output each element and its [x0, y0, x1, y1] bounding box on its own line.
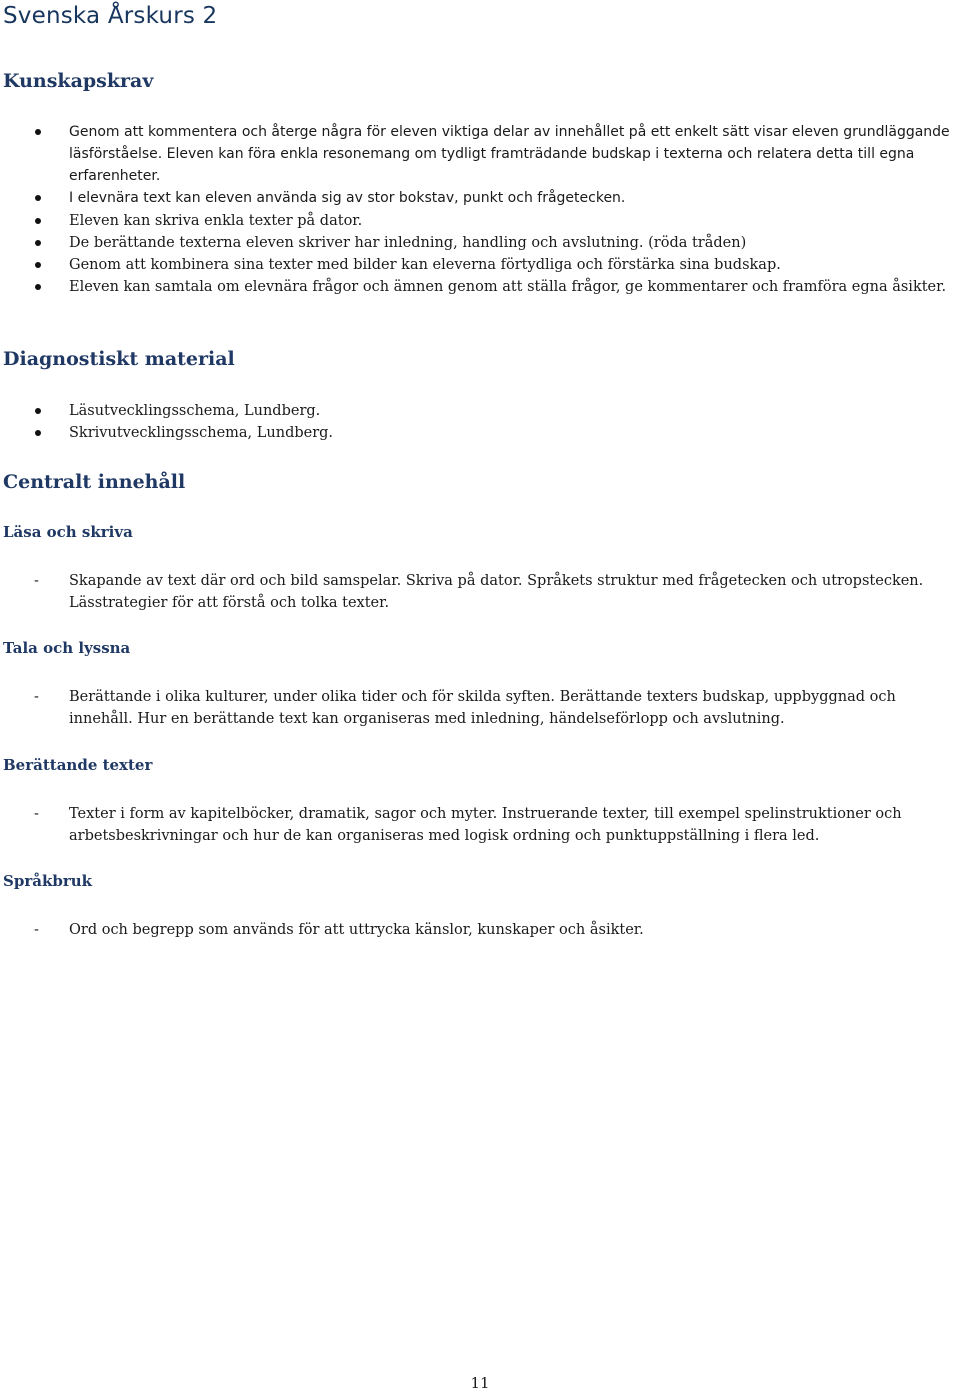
list-item — [0, 210, 954, 232]
subheading-sprakbruk: Språkbruk — [3, 872, 93, 890]
list-item-text: Texter i form av kapitelböcker, dramatik, sagor och myter. Instruerande texter, till exempel spelinstruktioner och arbetsbeskrivningar och hur de kan organiseras med logisk ordning och punktuppställning i flera led. — [69, 806, 902, 844]
list-item — [0, 422, 954, 444]
list-item — [0, 232, 954, 254]
list-item-text: Skrivutvecklingsschema, Lundberg. — [69, 425, 334, 441]
bullet-icon — [35, 408, 41, 414]
list-item-text: Läsutvecklingsschema, Lundberg. — [69, 403, 321, 419]
subheading-tala-och-lyssna: Tala och lyssna — [3, 639, 131, 657]
list-item-text: Genom att kommentera och återge några för eleven viktiga delar av innehållet på ett enkelt sätt visar eleven grundläggande läsförståelse. Eleven kan föra enkla resonemang om tydligt framträdande budskap i texterna och relatera detta till egna erfarenheter. — [69, 124, 950, 184]
list-item — [0, 121, 954, 187]
heading-centralt-innehall: Centralt innehåll — [3, 471, 186, 493]
bullet-icon — [35, 262, 41, 268]
list-item-text: Ord och begrepp som används för att uttrycka känslor, kunskaper och åsikter. — [69, 922, 644, 938]
bullet-icon — [35, 218, 41, 224]
document-title: Svenska Årskurs 2 — [3, 3, 218, 29]
page-number: 11 — [470, 1374, 490, 1392]
list-item — [0, 803, 954, 847]
heading-kunskapskrav: Kunskapskrav — [3, 70, 154, 92]
list-item — [0, 276, 954, 298]
dash-icon: - — [34, 573, 39, 589]
tala-och-lyssna-list — [0, 686, 960, 730]
dash-icon: - — [34, 689, 39, 705]
list-item — [0, 254, 954, 276]
subheading-lasa-och-skriva: Läsa och skriva — [3, 523, 133, 541]
berattande-texter-list — [0, 803, 960, 847]
list-item-text: Genom att kombinera sina texter med bilder kan eleverna förtydliga och förstärka sina budskap. — [69, 257, 781, 273]
list-item-text: Eleven kan samtala om elevnära frågor och ämnen genom att ställa frågor, ge kommentarer och framföra egna åsikter. — [69, 279, 947, 295]
list-item — [0, 187, 954, 209]
list-item — [0, 400, 954, 422]
bullet-icon — [35, 195, 41, 201]
bullet-icon — [35, 129, 41, 135]
bullet-icon — [35, 430, 41, 436]
list-item-text: Skapande av text där ord och bild samspelar. Skriva på dator. Språkets struktur med frågetecken och utropstecken. Lässtrategier för att förstå och tolka texter. — [69, 573, 924, 611]
dash-icon: - — [34, 922, 39, 938]
dash-icon: - — [34, 806, 39, 822]
list-item-text: De berättande texterna eleven skriver har inledning, handling och avslutning. (röda tråden) — [69, 235, 747, 251]
list-item-text: I elevnära text kan eleven använda sig av stor bokstav, punkt och frågetecken. — [69, 190, 626, 206]
bullet-icon — [35, 240, 41, 246]
subheading-berattande-texter: Berättande texter — [3, 756, 153, 774]
list-item-text: Eleven kan skriva enkla texter på dator. — [69, 213, 363, 229]
list-item — [0, 570, 954, 614]
heading-diagnostiskt-material: Diagnostiskt material — [3, 348, 235, 370]
list-item — [0, 919, 954, 941]
diagnostiskt-list — [0, 400, 960, 444]
lasa-och-skriva-list — [0, 570, 960, 614]
sprakbruk-list — [0, 919, 960, 941]
kunskapskrav-list-continued — [0, 210, 960, 298]
list-item — [0, 686, 954, 730]
kunskapskrav-list — [0, 121, 960, 209]
list-item-text: Berättande i olika kulturer, under olika tider och för skilda syften. Berättande texters budskap, uppbyggnad och innehåll. Hur en berättande text kan organiseras med inledning, händelseförlopp och avslutning. — [69, 689, 896, 727]
bullet-icon — [35, 284, 41, 290]
